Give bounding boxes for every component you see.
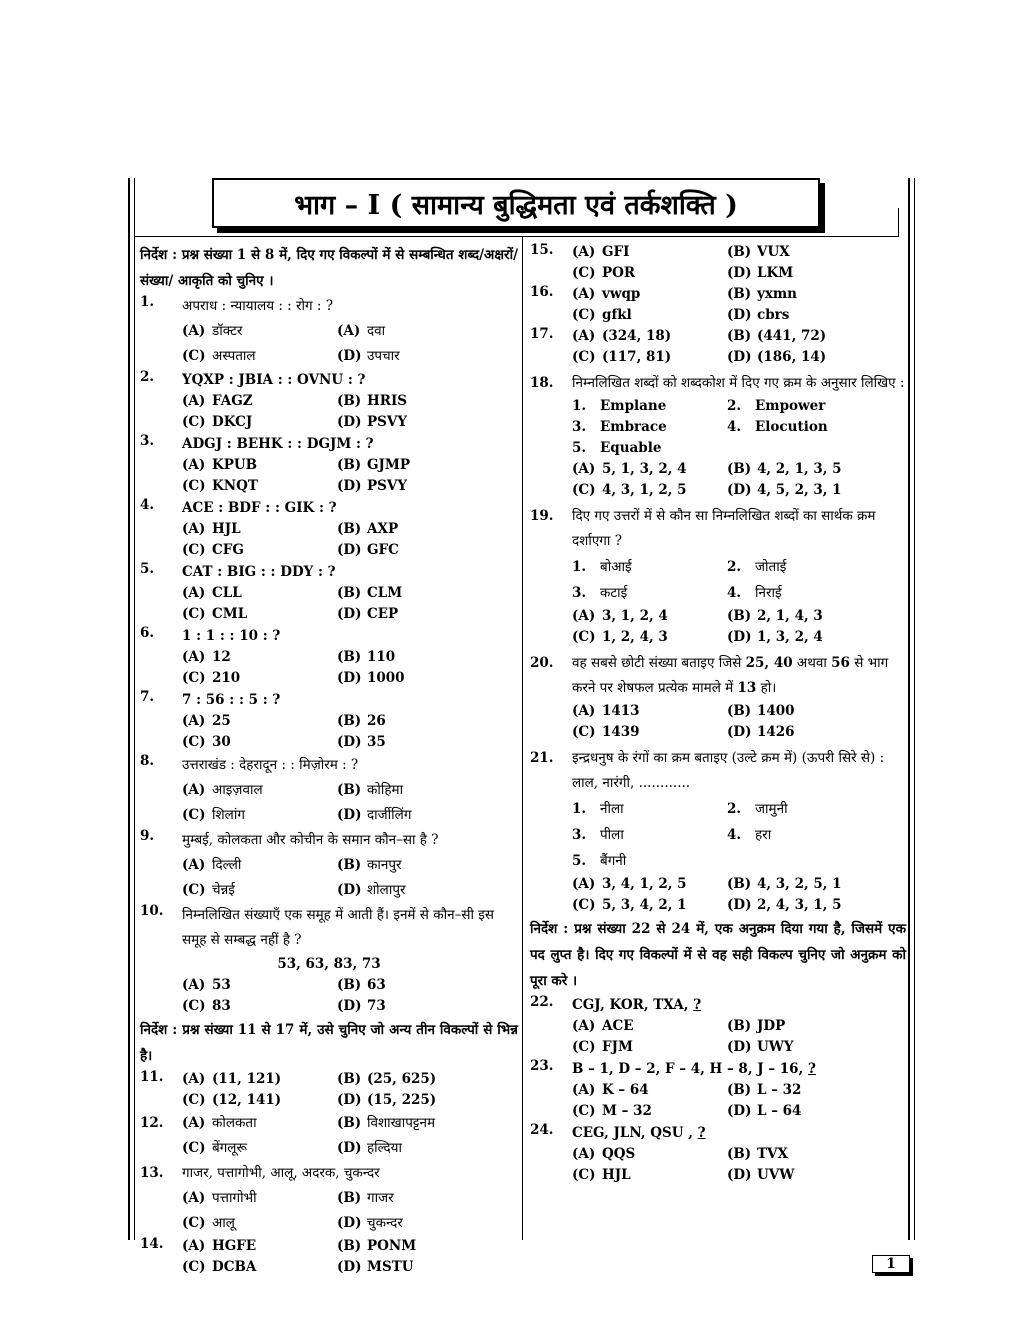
option-a[interactable]: (A) (11, 121): [182, 1071, 282, 1087]
frame-line-right-inner: [914, 178, 915, 1240]
question-8: [140, 753, 518, 778]
option-a[interactable]: (A) FAGZ: [182, 393, 253, 409]
option-b[interactable]: (B) कोहिमा: [337, 782, 404, 798]
question-number: 23.: [530, 1058, 554, 1074]
option-b[interactable]: (B) कानपुर: [337, 857, 402, 873]
question-number: 8.: [140, 753, 155, 769]
question-20: [530, 651, 906, 701]
option-d[interactable]: (D) 2, 4, 3, 1, 5: [727, 897, 842, 913]
option-c[interactable]: (C) चेन्नई: [182, 882, 235, 898]
options: [182, 1236, 518, 1278]
options: [530, 1016, 906, 1058]
option-c[interactable]: (C) KNQT: [182, 478, 258, 494]
question-number: 11.: [140, 1069, 164, 1085]
list-item: 4. निराई: [727, 585, 782, 601]
option-c[interactable]: (C) FJM: [572, 1039, 633, 1055]
question-5: [140, 561, 518, 583]
option-a[interactable]: (A) HGFE: [182, 1238, 257, 1254]
option-a[interactable]: (A) 53: [182, 977, 231, 993]
word-list: [530, 396, 906, 459]
frame-line-right-outer: [908, 178, 910, 1240]
option-c[interactable]: (C) HJL: [572, 1167, 631, 1183]
question-number: 14.: [140, 1236, 164, 1252]
option-a[interactable]: (A) 12: [182, 649, 231, 665]
option-d[interactable]: (D) 35: [337, 734, 386, 750]
word-list: [530, 554, 906, 606]
list-item: 5. बैंगनी: [572, 853, 627, 869]
list-item: 3. पीला: [572, 827, 624, 843]
list-item: 5. Equable: [572, 440, 662, 456]
option-c[interactable]: (C) CFG: [182, 542, 244, 558]
question-stem: उत्तराखंड : देहरादून : : मिज़ोरम : ?: [182, 757, 359, 773]
option-b[interactable]: (B) 26: [337, 713, 386, 729]
question-stem: वह सबसे छोटी संख्या बताइए जिसे 25, 40 अथवा 56 से भाग करने पर शेषफल प्रत्येक मामले में 13 हो।: [572, 655, 889, 696]
question-number: 21.: [530, 750, 554, 766]
option-c[interactable]: (C) CML: [182, 606, 248, 622]
question-22: [530, 994, 906, 1016]
question-10: [140, 903, 518, 953]
option-b[interactable]: (B) AXP: [337, 521, 399, 537]
options: [530, 701, 906, 743]
question-16: [530, 284, 906, 326]
options: [140, 778, 518, 828]
column-divider: [522, 237, 523, 1240]
options: [572, 242, 906, 284]
option-d[interactable]: (D) दार्जीलिंग: [337, 807, 412, 823]
options: [140, 519, 518, 561]
question-19: [530, 504, 906, 554]
option-d[interactable]: (D) LKM: [727, 265, 794, 281]
option-b[interactable]: (B) VUX: [727, 244, 790, 260]
option-b[interactable]: (B) HRIS: [337, 393, 408, 409]
option-c[interactable]: (C) DCBA: [182, 1259, 257, 1275]
option-c[interactable]: (C) 210: [182, 670, 241, 686]
question-15: [530, 242, 906, 284]
question-stem: ACE : BDF : : GIK : ?: [182, 500, 337, 516]
option-c[interactable]: (C) शिलांग: [182, 807, 245, 823]
direction-1: निर्देश : प्रश्न संख्या 1 से 8 में, दिए गए विकल्पों में से सम्बन्धित शब्द/अक्षरों/संख्या/ आकृति को चुनिए ।: [140, 247, 518, 289]
option-c[interactable]: (C) 83: [182, 998, 231, 1014]
question-number: 18.: [530, 375, 554, 391]
option-a[interactable]: (A) 3, 4, 1, 2, 5: [572, 876, 687, 892]
list-item: 2. Empower: [727, 398, 826, 414]
question-11: [140, 1069, 518, 1111]
option-d[interactable]: (D) CEP: [337, 606, 399, 622]
option-a[interactable]: (A) K – 64: [572, 1082, 649, 1098]
option-a[interactable]: (A) QQS: [572, 1146, 636, 1162]
question-18: [530, 371, 906, 396]
options: [530, 606, 906, 648]
options: [572, 326, 906, 368]
options: [140, 583, 518, 625]
option-d[interactable]: (D) 73: [337, 998, 386, 1014]
question-number: 9.: [140, 828, 155, 844]
question-number: 7.: [140, 689, 155, 705]
options: [140, 455, 518, 497]
title-rule-right: [898, 208, 899, 237]
option-c[interactable]: (C) M – 32: [572, 1103, 652, 1119]
question-stem: CGJ, KOR, TXA, ?: [572, 997, 702, 1013]
list-item: 2. जामुनी: [727, 801, 788, 817]
option-a[interactable]: (A) पत्तागोभी: [182, 1190, 257, 1206]
option-b[interactable]: (A) दवा: [337, 323, 386, 339]
right-column: [530, 242, 906, 1186]
option-a[interactable]: (A) vwqp: [572, 286, 641, 302]
question-12: [140, 1111, 518, 1161]
option-d[interactable]: (D) cbrs: [727, 307, 790, 323]
question-2: [140, 369, 518, 391]
question-3: [140, 433, 518, 455]
title-rule: [135, 236, 898, 237]
question-stem: निम्नलिखित संख्याएँ एक समूह में आती हैं। इनमें से कौन–सी इस समूह से सम्बद्ध नहीं है ?: [182, 907, 494, 948]
option-a[interactable]: (A) ACE: [572, 1018, 634, 1034]
question-9: [140, 828, 518, 853]
option-a[interactable]: (A) KPUB: [182, 457, 258, 473]
section-title: भाग – I ( सामान्य बुद्धिमता एवं तर्कशक्ति ): [212, 178, 820, 228]
option-d[interactable]: (D) PSVY: [337, 478, 408, 494]
option-c[interactable]: (C) बेंगलूरू: [182, 1140, 247, 1156]
option-d[interactable]: (D) GFC: [337, 542, 399, 558]
question-24: [530, 1122, 906, 1144]
question-4: [140, 497, 518, 519]
question-stem: B – 1, D – 2, F – 4, H – 8, J – 16, ?: [572, 1061, 816, 1077]
question-number: 5.: [140, 561, 155, 577]
question-number: 6.: [140, 625, 155, 641]
option-b[interactable]: (B) L – 32: [727, 1082, 802, 1098]
question-stem: CAT : BIG : : DDY : ?: [182, 564, 336, 580]
question-23: [530, 1058, 906, 1080]
question-stem: 7 : 56 : : 5 : ?: [182, 692, 281, 708]
question-7: [140, 689, 518, 711]
question-number: 12.: [140, 1115, 164, 1131]
number-series: 53, 63, 83, 73: [277, 956, 381, 972]
option-b[interactable]: (B) 63: [337, 977, 386, 993]
option-a[interactable]: (A) (324, 18): [572, 328, 672, 344]
question-number: 4.: [140, 497, 155, 513]
options: [140, 647, 518, 689]
options: [140, 711, 518, 753]
option-b[interactable]: (B) 1400: [727, 703, 795, 719]
option-d[interactable]: (D) (186, 14): [727, 349, 827, 365]
option-a[interactable]: (A) 25: [182, 713, 231, 729]
option-c[interactable]: (C) (117, 81): [572, 349, 672, 365]
option-c[interactable]: (C) 1439: [572, 724, 640, 740]
color-sequence: लाल, नारंगी, ............: [572, 775, 691, 791]
option-d[interactable]: (D) शोलापुर: [337, 882, 406, 898]
options: [140, 853, 518, 903]
question-stem: 1 : 1 : : 10 : ?: [182, 628, 281, 644]
option-c[interactable]: (C) (12, 141): [182, 1092, 282, 1108]
option-d[interactable]: (D) 1, 3, 2, 4: [727, 629, 823, 645]
question-number: 15.: [530, 242, 554, 258]
question-number: 22.: [530, 994, 554, 1010]
option-b[interactable]: (B) CLM: [337, 585, 403, 601]
direction-3: निर्देश : प्रश्न संख्या 22 से 24 में, एक अनुक्रम दिया गया है, जिसमें एक पद लुप्त है। दिए गए विकल्पों में से वह सही विकल्प चुनिए जो अनुक्रम को पूरा करे ।: [530, 921, 906, 989]
option-a[interactable]: (A) कोलकता: [182, 1115, 257, 1131]
question-number: 16.: [530, 284, 554, 300]
option-b[interactable]: (B) 110: [337, 649, 396, 665]
option-b[interactable]: (B) 2, 1, 4, 3: [727, 608, 823, 624]
question-14: [140, 1236, 518, 1278]
option-b[interactable]: (B) TVX: [727, 1146, 788, 1162]
color-list: [530, 796, 906, 874]
option-d[interactable]: (D) 1426: [727, 724, 795, 740]
option-b[interactable]: (B) PONM: [337, 1238, 417, 1254]
option-b[interactable]: (B) JDP: [727, 1018, 786, 1034]
left-column: [140, 242, 518, 1278]
option-c[interactable]: (C) अस्पताल: [182, 348, 256, 364]
question-number: 3.: [140, 433, 155, 449]
question-6: [140, 625, 518, 647]
option-c[interactable]: (C) 30: [182, 734, 231, 750]
option-d[interactable]: (D) UVW: [727, 1167, 795, 1183]
question-stem: निम्नलिखित शब्दों को शब्दकोश में दिए गए क्रम के अनुसार लिखिए :: [572, 375, 905, 391]
question-number: 1.: [140, 294, 155, 310]
option-d[interactable]: (D) MSTU: [337, 1259, 414, 1275]
question-stem: दिए गए उत्तरों में से कौन सा निम्नलिखित शब्दों का सार्थक क्रम दर्शाएगा ?: [572, 508, 876, 549]
option-d[interactable]: (D) 1000: [337, 670, 405, 686]
option-b[interactable]: (B) (441, 72): [727, 328, 827, 344]
question-number: 24.: [530, 1122, 554, 1138]
question-number: 17.: [530, 326, 554, 342]
question-21: [530, 746, 906, 771]
option-a[interactable]: (A) दिल्ली: [182, 857, 242, 873]
option-d[interactable]: (D) UWY: [727, 1039, 794, 1055]
options: [530, 459, 906, 501]
option-b[interactable]: (B) 4, 2, 1, 3, 5: [727, 461, 842, 477]
option-b[interactable]: (B) yxmn: [727, 286, 797, 302]
list-item: 4. हरा: [727, 827, 772, 843]
option-d[interactable]: (D) PSVY: [337, 414, 408, 430]
options: [182, 1069, 518, 1111]
option-d[interactable]: (D) (15, 225): [337, 1092, 437, 1108]
list-item: 1. बोआई: [572, 559, 632, 575]
frame-line-left-outer: [128, 178, 130, 1240]
question-stem: ADGJ : BEHK : : DGJM : ?: [182, 436, 374, 452]
option-d[interactable]: (D) 4, 5, 2, 3, 1: [727, 482, 842, 498]
option-c[interactable]: (C) gfkl: [572, 307, 632, 323]
option-b[interactable]: (B) विशाखापट्टनम: [337, 1115, 436, 1131]
question-number: 20.: [530, 655, 554, 671]
list-item: 3. कटाई: [572, 585, 628, 601]
question-stem: YQXP : JBIA : : OVNU : ?: [182, 372, 366, 388]
option-c[interactable]: (C) POR: [572, 265, 636, 281]
direction-2: निर्देश : प्रश्न संख्या 11 से 17 में, उसे चुनिए जो अन्य तीन विकल्पों से भिन्न है।: [140, 1022, 518, 1064]
question-1: [140, 294, 518, 319]
question-stem: अपराध : न्यायालय : : रोग : ?: [182, 298, 334, 314]
list-item: 1. नीला: [572, 801, 624, 817]
option-a[interactable]: (A) आइज़वाल: [182, 782, 263, 798]
options: [140, 1186, 518, 1236]
options: [140, 391, 518, 433]
option-a[interactable]: (A) डॉक्टर: [182, 323, 243, 339]
options: [140, 319, 518, 369]
option-a[interactable]: (A) 1413: [572, 703, 640, 719]
option-c[interactable]: (C) 5, 3, 4, 2, 1: [572, 897, 687, 913]
question-17: [530, 326, 906, 368]
list-item: 1. Emplane: [572, 398, 667, 414]
question-stem: CEG, JLN, QSU , ?: [572, 1125, 706, 1141]
option-b[interactable]: (B) (25, 625): [337, 1071, 437, 1087]
options: [182, 1111, 518, 1161]
option-a[interactable]: (A) GFI: [572, 244, 630, 260]
option-d[interactable]: (D) हल्दिया: [337, 1140, 402, 1156]
option-d[interactable]: (D) चुकन्दर: [337, 1215, 403, 1231]
option-a[interactable]: (A) 5, 1, 3, 2, 4: [572, 461, 687, 477]
question-number: 2.: [140, 369, 155, 385]
question-stem: इन्द्रधनुष के रंगों का क्रम बताइए (उल्टे क्रम में) (ऊपरी सिरे से) :: [572, 750, 885, 766]
option-a[interactable]: (A) HJL: [182, 521, 241, 537]
option-b[interactable]: (B) गाजर: [337, 1190, 394, 1206]
option-d[interactable]: (D) उपचार: [337, 348, 400, 364]
option-c[interactable]: (C) DKCJ: [182, 414, 253, 430]
question-stem: मुम्बई, कोलकता और कोचीन के समान कौन–सा है ?: [182, 832, 439, 848]
question-number: 19.: [530, 508, 554, 524]
options: [530, 874, 906, 916]
question-stem: गाजर, पत्तागोभी, आलू, अदरक, चुकन्दर: [182, 1165, 380, 1181]
list-item: 4. Elocution: [727, 419, 828, 435]
option-a[interactable]: (A) 3, 1, 2, 4: [572, 608, 668, 624]
frame-line-left-inner: [134, 178, 135, 1240]
option-c[interactable]: (C) 4, 3, 1, 2, 5: [572, 482, 687, 498]
option-d[interactable]: (D) L – 64: [727, 1103, 802, 1119]
question-number: 10.: [140, 903, 164, 919]
option-a[interactable]: (A) CLL: [182, 585, 242, 601]
list-item: 2. जोताई: [727, 559, 787, 575]
question-13: [140, 1161, 518, 1186]
options: [530, 1144, 906, 1186]
page-number: 1: [872, 1255, 910, 1273]
list-item: 3. Embrace: [572, 419, 667, 435]
option-c[interactable]: (C) 1, 2, 4, 3: [572, 629, 668, 645]
options: [140, 975, 518, 1017]
question-number: 13.: [140, 1165, 164, 1181]
option-b[interactable]: (B) 4, 3, 2, 5, 1: [727, 876, 842, 892]
options: [572, 284, 906, 326]
options: [530, 1080, 906, 1122]
option-b[interactable]: (B) GJMP: [337, 457, 411, 473]
option-c[interactable]: (C) आलू: [182, 1215, 235, 1231]
